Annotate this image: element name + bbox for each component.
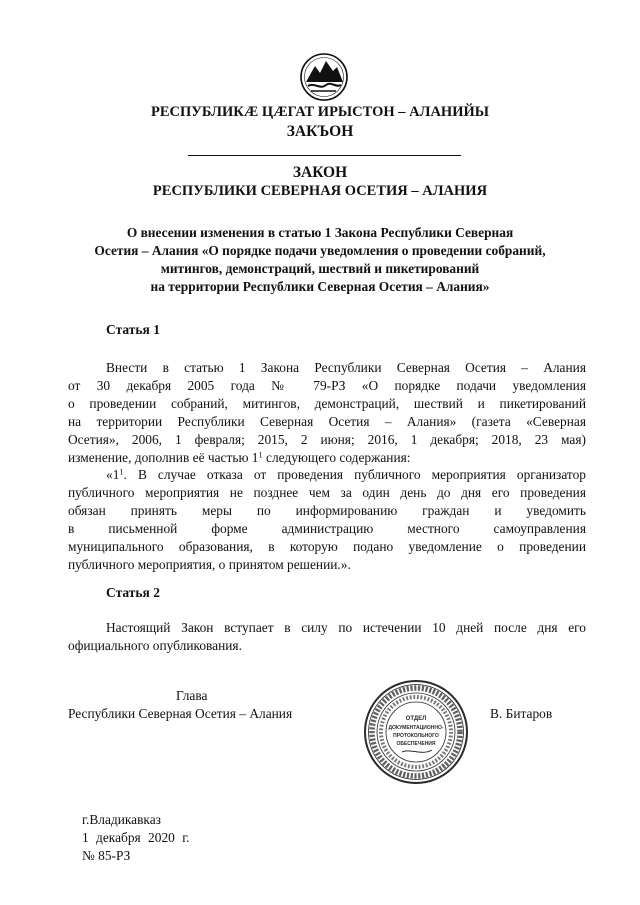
official-seal-icon [362, 678, 470, 786]
body-line: о проведении собраний, митингов, демонстраций, шествий и пикетирований [68, 396, 586, 411]
subject-line: на территории Республики Северная Осетия – Алания» [150, 279, 490, 294]
quoted-line: в письменной форме администрацию местного самоуправления [68, 521, 586, 536]
body-line: Настоящий Закон вступает в силу по истечении 10 дней после дня его [106, 620, 586, 635]
subject-line: митингов, демонстраций, шествий и пикетирований [160, 261, 480, 276]
quoted-line: муниципального образования, в которую подано уведомление о проведении [68, 539, 586, 554]
svg-text:ОБЕСПЕЧЕНИЯ: ОБЕСПЕЧЕНИЯ [396, 741, 436, 747]
body-line: Осетия», 2006, 1 февраля; 2015, 2 июня; 2016, 1 декабря; 2018, 23 мая) [68, 432, 586, 447]
signature-position: Глава [176, 688, 208, 703]
header-republic: РЕСПУБЛИКИ СЕВЕРНАЯ ОСЕТИЯ – АЛАНИЯ [152, 183, 488, 199]
subject-line: Осетия – Алания «О порядке подачи уведомления о проведении собраний, [94, 243, 546, 258]
coat-of-arms-icon [296, 52, 352, 102]
signature-position: Республики Северная Осетия – Алания [68, 706, 293, 721]
subject-line: О внесении изменения в статью 1 Закона Республики Северная [126, 225, 514, 240]
article-1-title: Статья 1 [106, 322, 160, 337]
body-line: от 30 декабря 2005 года № 79-РЗ «О порядке подачи уведомления [68, 378, 586, 393]
article-2-title: Статья 2 [106, 585, 160, 600]
header-ossetian-republic: РЕСПУБЛИКÆ ЦÆГАТ ИРЫСТОН – АЛАНИЙЫ [151, 104, 489, 120]
footer-date: 1 декабря 2020 г. [82, 830, 190, 845]
body-line: Внести в статью 1 Закона Республики Северная Осетия – Алания [106, 360, 586, 375]
svg-text:ДОКУМЕНТАЦИОННО-: ДОКУМЕНТАЦИОННО- [388, 725, 444, 731]
svg-text:ОТДЕЛ: ОТДЕЛ [405, 716, 427, 722]
quoted-line: публичного мероприятия не позднее чем за один день до дня его проведения [68, 485, 586, 500]
body-line: официального опубликования. [68, 638, 242, 653]
footer-number: № 85-РЗ [82, 848, 131, 863]
footer-city: г.Владикавказ [82, 812, 161, 827]
header-law: ЗАКОН [292, 164, 348, 181]
header-divider [188, 155, 461, 156]
body-line: изменение, дополнив её частью $1^1$ следующего содержания: [68, 450, 411, 465]
signature-name: В. Битаров [490, 706, 553, 721]
quoted-line: обязан принять меры по информированию граждан и уведомить [68, 503, 586, 518]
body-line: на территории Республики Северная Осетия – Алания» (газета «Северная [68, 414, 586, 429]
quoted-line: публичного мероприятия, о принятом решении.». [68, 557, 351, 572]
svg-text:ПРОТОКОЛЬНОГО: ПРОТОКОЛЬНОГО [393, 733, 439, 739]
quoted-line: «$1^1$. В случае отказа от проведения публичного мероприятия организатор [106, 467, 586, 482]
header-ossetian-law: ЗАКЪОН [286, 123, 354, 140]
